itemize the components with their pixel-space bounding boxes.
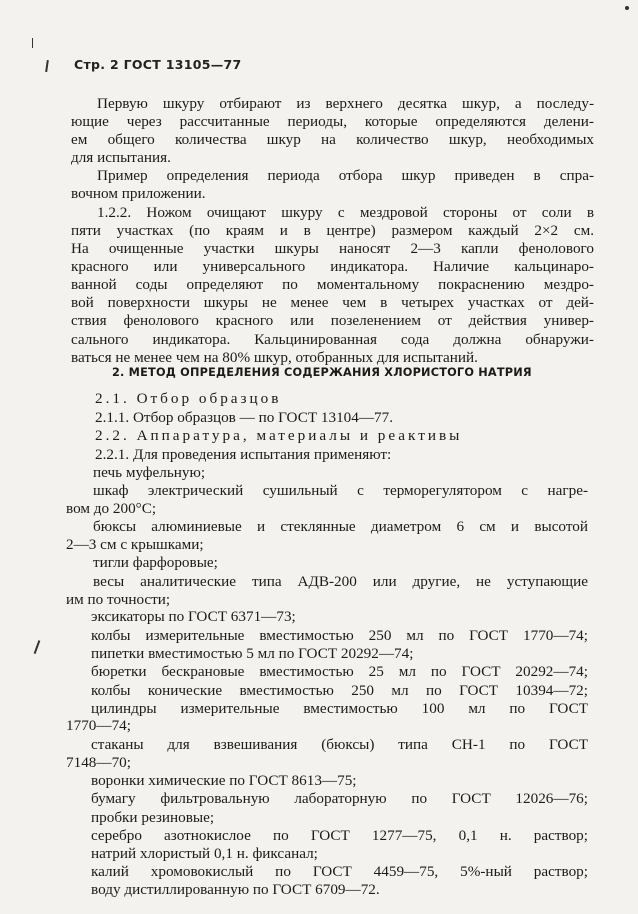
text-line: ванной соды определяют по моментальному покраснению мездро- [71, 276, 594, 293]
scan-mark [32, 38, 33, 48]
scan-mark [45, 60, 48, 72]
text-line: 1.2.2. Ножом очищают шкуру с мездровой стороны от соли в [97, 204, 594, 221]
text-line: вой поверхности шкуры не менее чем в четырех участках от дей- [71, 294, 594, 311]
text-line: для испытания. [71, 149, 171, 166]
text-line: 2—3 см с крышками; [66, 536, 204, 553]
text-line: сального индикатора. Кальцинированная сода должна обнаружи- [71, 331, 594, 348]
text-line: воронки химические по ГОСТ 8613—75; [91, 772, 357, 789]
text-line: стаканы для взвешивания (бюксы) типа СН-1 по ГОСТ [91, 736, 588, 753]
text-line: ствия фенолового красного или позеленением от действия универ- [71, 312, 594, 329]
text-line: шкаф электрический сушильный с терморегулятором с нагре- [93, 482, 588, 499]
text-line: ющие через рассчитанные периоды, которые определяются делени- [71, 113, 594, 130]
text-line: калий хромовокислый по ГОСТ 4459—75, 5%-ный раствор; [91, 863, 588, 880]
text-line: вочном приложении. [71, 185, 206, 202]
text-line: 2.1.1. Отбор образцов — по ГОСТ 13104—77. [95, 409, 394, 426]
scan-mark [625, 6, 629, 10]
text-line: колбы измерительные вместимостью 250 мл по ГОСТ 1770—74; [91, 627, 588, 644]
text-line: весы аналитические типа АДВ-200 или другие, не уступающие [93, 573, 588, 590]
page-header: Стр. 2 ГОСТ 13105—77 [74, 57, 242, 72]
text-line: пяти участках (по краям и в центре) размером каждый 2×2 см. [71, 222, 594, 239]
text-line: ем общего количества шкур на количество шкур, необходимых [71, 131, 594, 148]
text-line: 2.2.1. Для проведения испытания применяют: [95, 446, 392, 463]
text-line: цилиндры измерительные вместимостью 100 мл по ГОСТ [91, 700, 588, 717]
text-line: ваться не менее чем на 80% шкур, отобранных для испытаний. [71, 349, 478, 366]
text-line: вом до 200°С; [66, 500, 157, 517]
section-title: 2. МЕТОД ОПРЕДЕЛЕНИЯ СОДЕРЖАНИЯ ХЛОРИСТОГО НАТРИЯ [112, 366, 532, 379]
text-line: бюретки бескрановые вместимостью 25 мл по ГОСТ 20292—74; [91, 663, 588, 680]
text-line: Пример определения периода отбора шкур приведен в спра- [97, 167, 594, 184]
text-line: бюксы алюминиевые и стеклянные диаметром 6 см и высотой [93, 518, 588, 535]
text-line: 7148—70; [66, 754, 131, 771]
text-line: 1770—74; [66, 717, 131, 734]
text-line: воду дистиллированную по ГОСТ 6709—72. [91, 881, 380, 898]
text-line: натрий хлористый 0,1 н. фиксанал; [91, 845, 318, 862]
scan-mark [34, 640, 40, 654]
text-line: красного или универсального индикатора. Наличие кальцинаро- [71, 258, 594, 275]
text-line: пипетки вместимостью 5 мл по ГОСТ 20292—74; [91, 645, 414, 662]
text-line: 2.2. Аппаратура, материалы и реактивы [95, 427, 463, 444]
text-line: бумагу фильтровальную лабораторную по ГОСТ 12026—76; [91, 790, 588, 807]
text-line: Первую шкуру отбирают из верхнего десятка шкур, а последу- [97, 95, 594, 112]
text-line: им по точности; [66, 591, 171, 608]
text-line: пробки резиновые; [91, 809, 215, 826]
text-line: тигли фарфоровые; [93, 554, 218, 571]
text-line: эксикаторы по ГОСТ 6371—73; [91, 608, 296, 625]
text-line: печь муфельную; [93, 464, 206, 481]
text-line: 2.1. Отбор образцов [95, 390, 282, 407]
text-line: серебро азотнокислое по ГОСТ 1277—75, 0,1 н. раствор; [91, 827, 588, 844]
text-line: На очищенные участки шкуры наносят 2—3 капли фенолового [71, 240, 594, 257]
text-line: колбы конические вместимостью 250 мл по ГОСТ 10394—72; [91, 682, 588, 699]
